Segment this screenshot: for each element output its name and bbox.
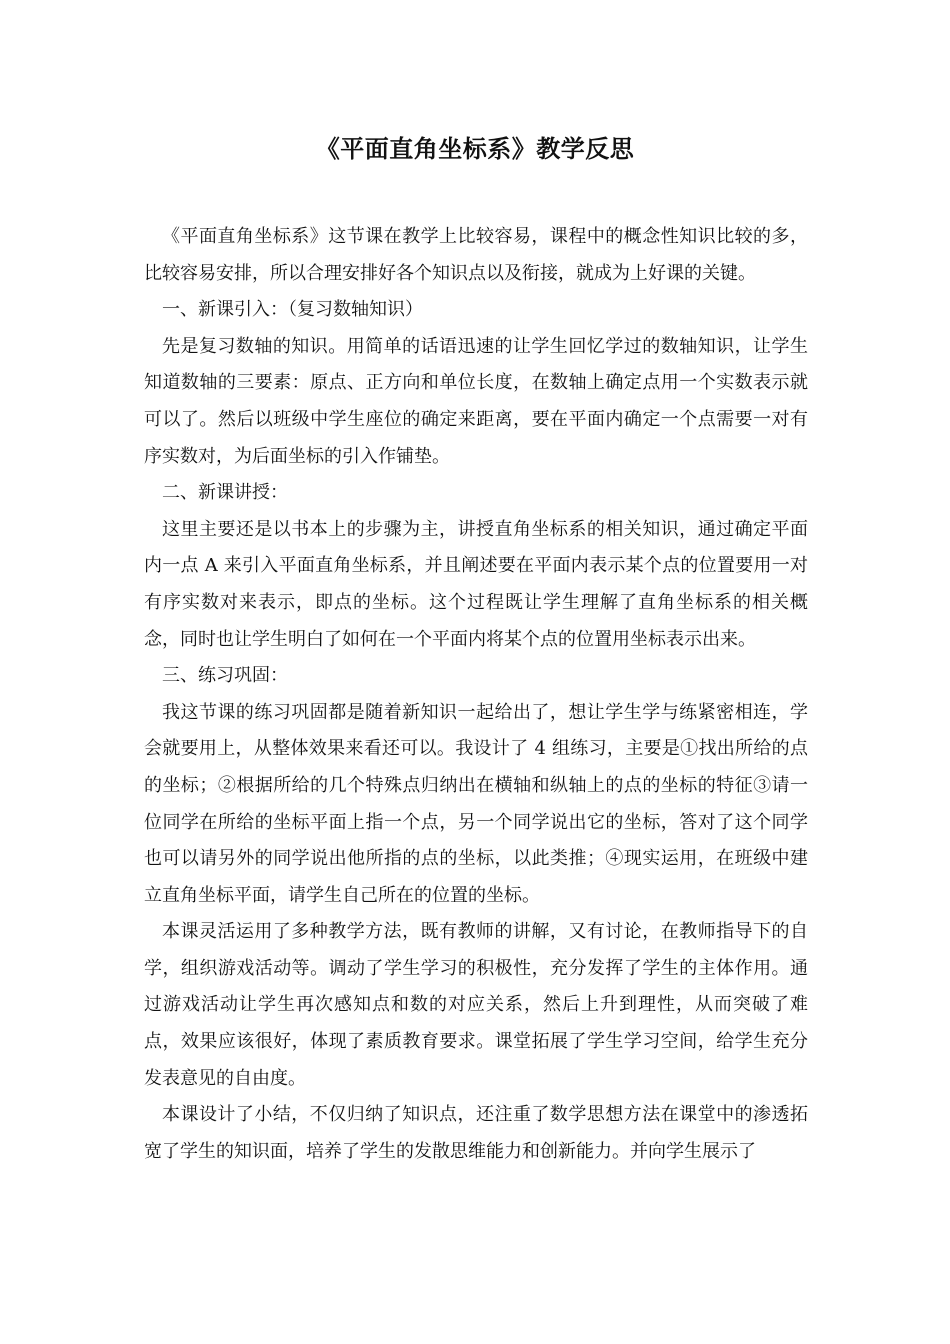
paragraph-intro: 《平面直角坐标系》这节课在教学上比较容易，课程中的概念性知识比较的多，比较容易安排，所以合理安排好各个知识点以及衔接，就成为上好课的关键。 bbox=[144, 226, 808, 284]
document-body bbox=[144, 219, 808, 1170]
paragraph-practice: 我这节课的练习巩固都是随着新知识一起给出了，想让学生学与练紧密相连，学会就要用上，从整体效果来看还可以。我设计了 4 组练习，主要是①找出所给的点的坐标；②根据所给的几个特殊点归纳出在横轴和纵轴上的点的坐标的特征③请一位同学在所给的坐标平面上指一个点，另一个同学说出它的坐标，答对了这个同学也可以请另外的同学说出他所指的点的坐标，以此类推；④现实运用，在班级中建立直角坐标平面，请学生自己所在的位置的坐标。 bbox=[144, 701, 808, 906]
section-heading-2: 二、新课讲授： bbox=[162, 482, 288, 504]
section-heading-1: 一、新课引入：（复习数轴知识） bbox=[162, 299, 423, 321]
paragraph-summary: 本课设计了小结，不仅归纳了知识点，还注重了数学思想方法在课堂中的渗透拓宽了学生的知识面，培养了学生的发散思维能力和创新能力。并向学生展示了 bbox=[144, 1104, 808, 1162]
paragraph-teaching: 这里主要还是以书本上的步骤为主，讲授直角坐标系的相关知识，通过确定平面内一点 A 来引入平面直角坐标系，并且阐述要在平面内表示某个点的位置要用一对有序实数对来表示，即点的坐标。这个过程既让学生理解了直角坐标系的相关概念，同时也让学生明白了如何在一个平面内将某个点的位置用坐标表示出来。 bbox=[144, 518, 808, 650]
document-title: 《平面直角坐标系》教学反思 bbox=[315, 134, 635, 163]
section-heading-3: 三、练习巩固： bbox=[162, 665, 288, 687]
paragraph-methods: 本课灵活运用了多种教学方法，既有教师的讲解，又有讨论，在教师指导下的自学，组织游戏活动等。调动了学生学习的积极性，充分发挥了学生的主体作用。通过游戏活动让学生再次感知点和数的对应关系，然后上升到理性，从而突破了难点，效果应该很好，体现了素质教育要求。课堂拓展了学生学习空间，给学生充分发表意见的自由度。 bbox=[144, 921, 808, 1089]
paragraph-review: 先是复习数轴的知识。用简单的话语迅速的让学生回忆学过的数轴知识，让学生知道数轴的三要素：原点、正方向和单位长度，在数轴上确定点用一个实数表示就可以了。然后以班级中学生座位的确定来距离，要在平面内确定一个点需要一对有序实数对，为后面坐标的引入作铺垫。 bbox=[144, 335, 808, 467]
